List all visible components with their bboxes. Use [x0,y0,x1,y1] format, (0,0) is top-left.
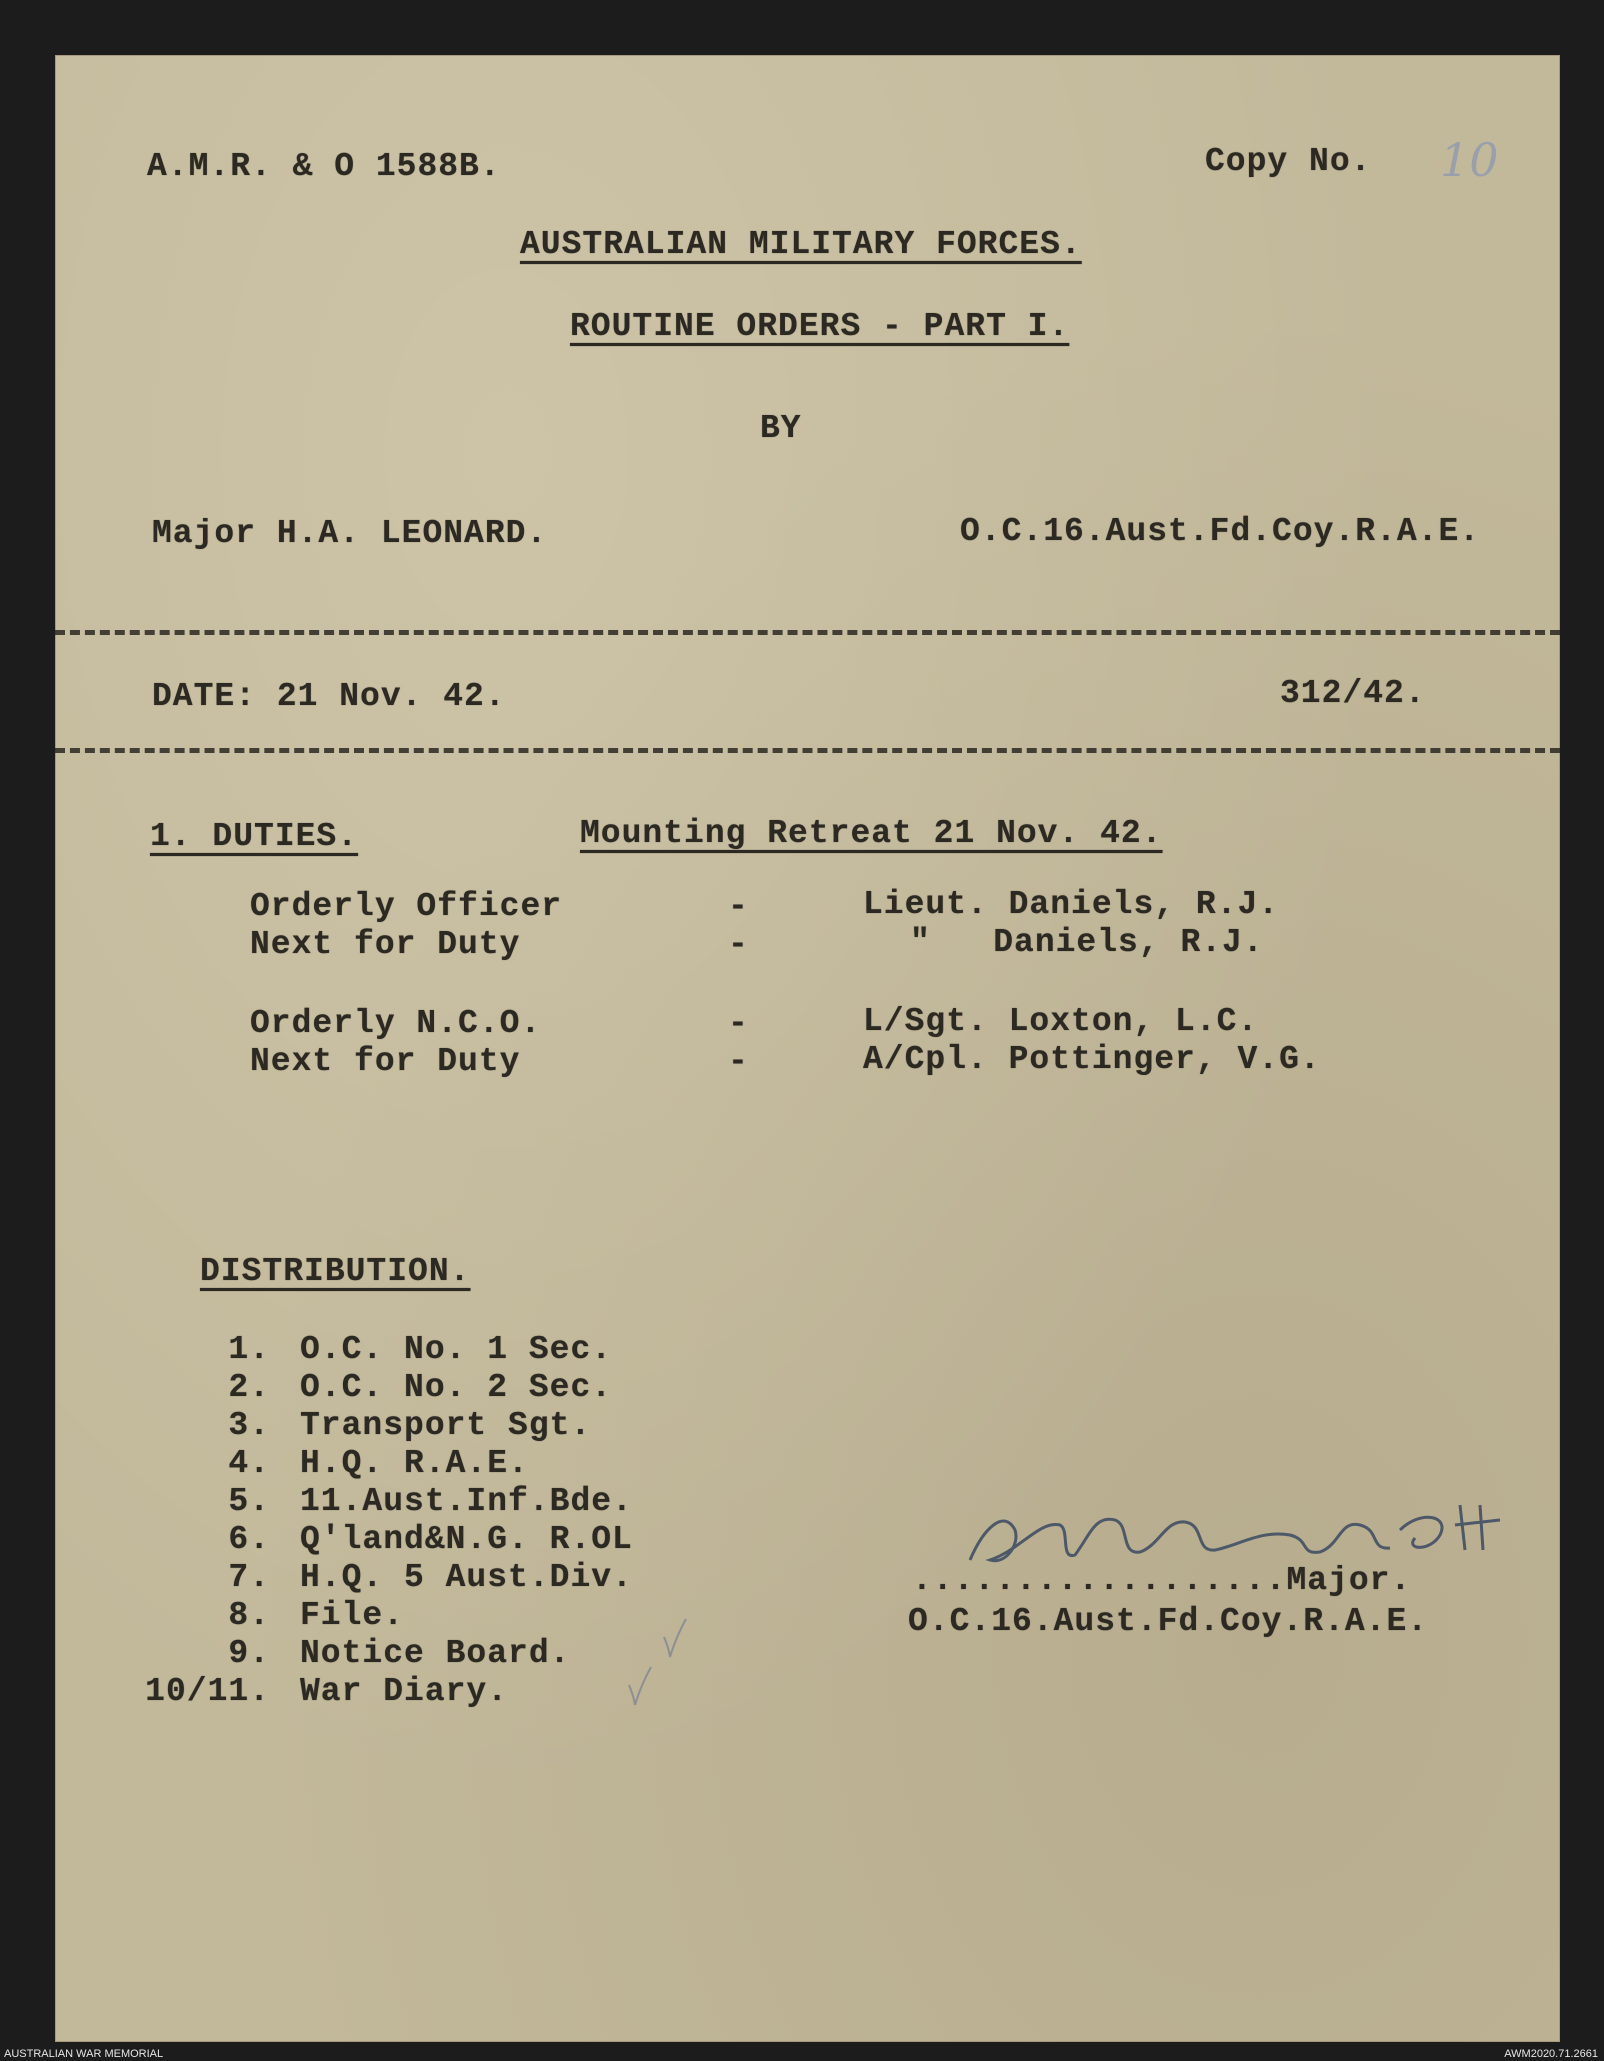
distribution-item: H.Q. R.A.E. [300,1445,529,1482]
pencil-tick-icon [660,1615,690,1665]
distribution-number: 9. [228,1635,270,1672]
distribution-number: 8. [228,1597,270,1634]
copy-label: Copy No. [1205,143,1372,180]
duty-role: Orderly N.C.O. [250,1005,542,1042]
distribution-item: H.Q. 5 Aust.Div. [300,1559,633,1596]
order-number: 312/42. [1280,675,1426,712]
distribution-number: 2. [228,1369,270,1406]
distribution-number: 3. [228,1407,270,1444]
distribution-item: War Diary. [300,1673,509,1710]
distribution-number: 10/11. [145,1673,270,1710]
duty-dash: - [728,888,749,925]
distribution-item: 11.Aust.Inf.Bde. [300,1483,633,1520]
distribution-number: 7. [228,1559,270,1596]
duty-dash: - [728,926,749,963]
distribution-number: 6. [228,1521,270,1558]
bottom-rule [55,748,1560,753]
distribution-item: File. [300,1597,405,1634]
distribution-item: O.C. No. 2 Sec. [300,1369,613,1406]
distribution-item: Q'land&N.G. R.OL [300,1521,633,1558]
document-subtitle: ROUTINE ORDERS - PART I. [570,308,1070,345]
footer-accession: AWM2020.71.2661 [1504,2048,1598,2060]
duty-role: Orderly Officer [250,888,563,925]
order-date: DATE: 21 Nov. 42. [152,678,506,715]
duty-dash: - [728,1005,749,1042]
officer-unit: O.C.16.Aust.Fd.Coy.R.A.E. [960,513,1481,550]
distribution-item: O.C. No. 1 Sec. [300,1331,613,1368]
duty-role: Next for Duty [250,926,521,963]
distribution-item: Notice Board. [300,1635,571,1672]
document-title: AUSTRALIAN MILITARY FORCES. [520,226,1082,263]
distribution-number: 4. [228,1445,270,1482]
signature-rank-line: ..................Major. [912,1562,1412,1599]
duty-name: A/Cpl. Pottinger, V.G. [863,1041,1321,1078]
duty-name: L/Sgt. Loxton, L.C. [863,1003,1259,1040]
footer-institution: AUSTRALIAN WAR MEMORIAL [4,2048,164,2060]
duty-name: Lieut. Daniels, R.J. [863,886,1280,923]
reference-number: A.M.R. & O 1588B. [147,148,501,185]
duty-name: " Daniels, R.J. [910,924,1264,961]
signature-unit: O.C.16.Aust.Fd.Coy.R.A.E. [908,1603,1429,1640]
distribution-heading: DISTRIBUTION. [200,1253,471,1290]
duty-role: Next for Duty [250,1043,521,1080]
duties-heading: 1. DUTIES. [150,818,359,855]
distribution-number: 1. [228,1331,270,1368]
top-rule [55,630,1560,635]
officer-name: Major H.A. LEONARD. [152,515,548,552]
distribution-item: Transport Sgt. [300,1407,592,1444]
mounting-retreat: Mounting Retreat 21 Nov. 42. [580,815,1163,852]
pencil-tick-icon [625,1663,655,1713]
document-page [55,55,1560,2042]
by-label: BY [760,410,802,447]
distribution-number: 5. [228,1483,270,1520]
duty-dash: - [728,1043,749,1080]
copy-number-handwritten: 10 [1440,133,1499,187]
